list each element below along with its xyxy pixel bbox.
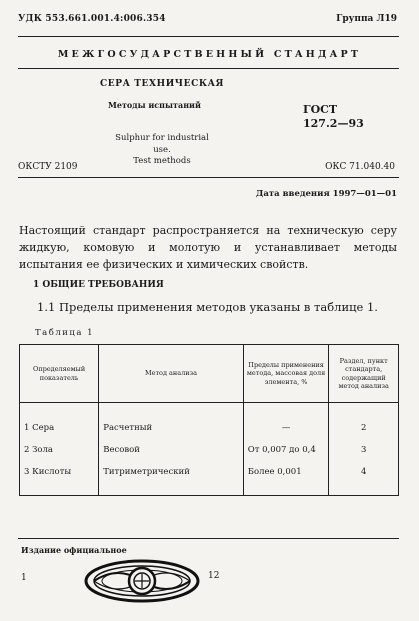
table-cell: Расчетный (99, 403, 244, 440)
introduction-date: Дата введения 1997—01—01 (255, 189, 397, 199)
table-cell: 3 (329, 439, 399, 461)
methods-table (19, 344, 399, 496)
column-header: Определяемый показатель (20, 345, 99, 403)
gost-number (303, 103, 364, 131)
table-cell: 2 Зола (20, 439, 99, 461)
table-cell: Более 0,001 (243, 461, 329, 496)
gost-label: ГОСТ (303, 103, 338, 116)
column-header: Раздел, пункт стандарта, содержащий метод анализа (329, 345, 399, 403)
table-cell: Титриметрический (99, 461, 244, 496)
table-row (20, 439, 399, 461)
okstu-code: ОКСТУ 2109 (18, 162, 78, 172)
table-cell: 3 Кислоты (20, 461, 99, 496)
table-caption: Таблица 1 (35, 328, 95, 338)
gost-code: 127.2—93 (303, 117, 364, 130)
table-cell: 4 (329, 461, 399, 496)
heading-divider (18, 68, 399, 69)
codes-divider (18, 177, 399, 178)
title-en-line1: Sulphur for industrial use. (115, 133, 209, 155)
table-cell: Весовой (99, 439, 244, 461)
standard-title-en (107, 133, 217, 168)
scope-paragraph: Настоящий стандарт распространяется на техническую серу жидкую, комовую и молотую и устанавливает методы испытания ее физических и химических свойств. (19, 224, 397, 271)
group-code: Группа Л19 (336, 14, 397, 24)
table-cell: — (243, 403, 329, 440)
table-row (20, 461, 399, 496)
table-cell: 2 (329, 403, 399, 440)
table-header-row (20, 345, 399, 403)
interstate-standard-heading: МЕЖГОСУДАРСТВЕННЫЙ СТАНДАРТ (57, 49, 362, 60)
official-stamp-icon (82, 557, 202, 605)
standard-title-ru: СЕРА ТЕХНИЧЕСКАЯ (100, 79, 225, 89)
oks-code: ОКС 71.040.40 (325, 162, 395, 172)
footer-divider (18, 538, 399, 539)
section-title: 1 ОБЩИЕ ТРЕБОВАНИЯ (33, 280, 164, 290)
table-cell: От 0,007 до 0,4 (243, 439, 329, 461)
clause-1-1: 1.1 Пределы применения методов указаны в таблице 1. (37, 300, 378, 314)
table-cell: 1 Сера (20, 403, 99, 440)
top-divider (18, 36, 399, 37)
page-number-left: 1 (21, 573, 27, 583)
column-header: Пределы применения метода, массовая доля элемента, % (243, 345, 329, 403)
edition-label: Издание официальное (21, 545, 127, 555)
table-row (20, 403, 399, 440)
standard-subtitle-ru: Методы испытаний (108, 100, 201, 110)
page-number-right: 12 (208, 571, 220, 581)
column-header: Метод анализа (99, 345, 244, 403)
udk-code: УДК 553.661.001.4:006.354 (18, 14, 166, 24)
title-en-line2: Test methods (133, 156, 191, 166)
